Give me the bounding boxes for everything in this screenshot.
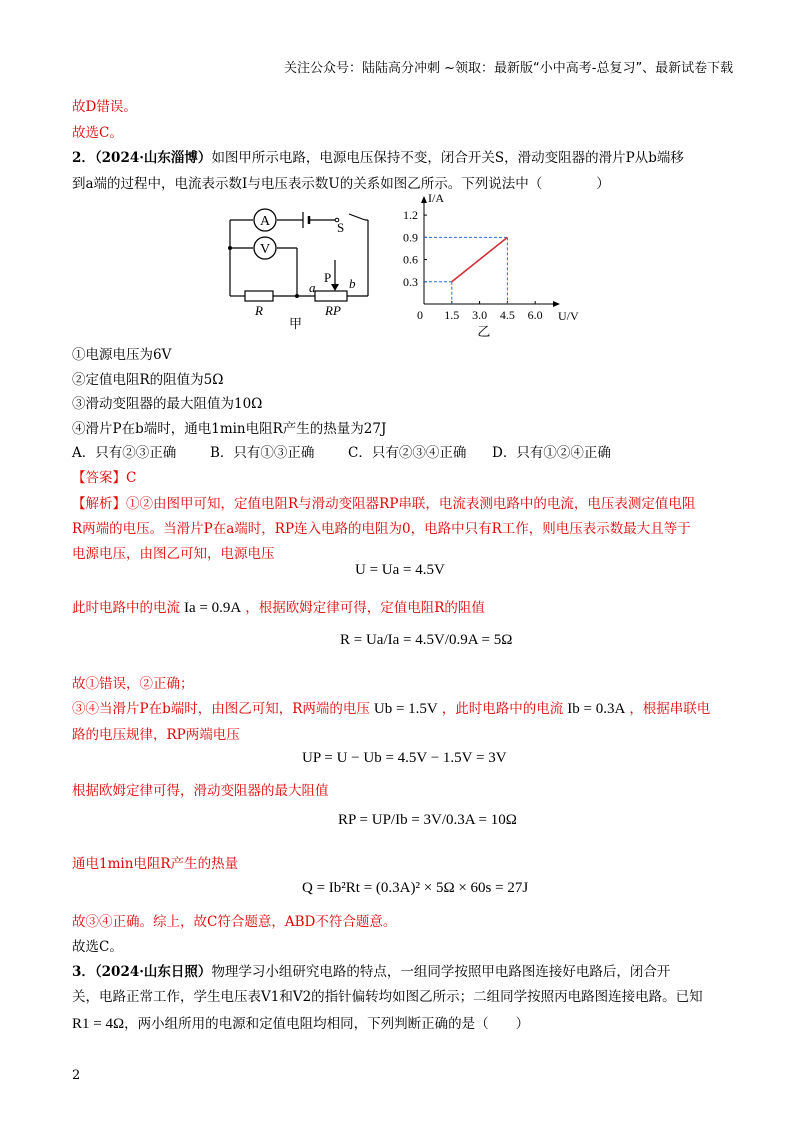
q2-line-1 (72, 146, 684, 166)
page-number: 2 (72, 1068, 81, 1083)
end-b-label: b (349, 276, 356, 291)
analysis-p7: 路的电压规律，RP两端电压 (72, 727, 240, 743)
analysis-p10: 故③④正确。综上，故C符合题意，ABD不符合题意。 (72, 914, 397, 930)
chart-caption: 乙 (477, 324, 491, 338)
resistor-label: R (255, 303, 263, 318)
y-axis-arrow (421, 196, 427, 203)
ammeter-label: A (259, 214, 271, 229)
end-a-label: a (309, 280, 316, 295)
analysis-p6-a: ③④当滑片P在b端时，由图乙可知，R两端的电压 (72, 701, 370, 717)
y-axis-label: I/A (428, 192, 444, 205)
q2-text-2: 到a端的过程中，电流表示数I与电压表示数U的关系如图乙所示。下列说法中（ ） (72, 176, 610, 192)
analysis-p4-b: ，根据欧姆定律可得，定值电阻R的阻值 (245, 600, 485, 616)
circuit-diagram (225, 200, 375, 330)
equation-4: RP = UP/Ib = 3V/0.3A = 10Ω (338, 812, 517, 828)
voltmeter-icon (254, 237, 276, 259)
analysis-p4-a: 此时电路中的电流 (72, 600, 180, 616)
analysis-p1: 【解析】①②由图甲可知，定值电阻R与滑动变阻器RP串联，电流表测电路中的电流，电压表测定值电阻 (72, 496, 696, 512)
q3-text-3-eq: R1 = 4Ω (72, 1016, 125, 1032)
prev-conclusion-1: 故D错误。 (72, 99, 137, 115)
analysis-p6-b: ，此时电路中的电流 (441, 701, 564, 717)
equation-5: Q = Ib²Rt = (0.3A)² × 5Ω × 60s = 27J (302, 880, 529, 896)
circuit-caption: 甲 (289, 316, 303, 330)
prev-conclusion-2: 故选C。 (72, 125, 123, 141)
x-tick-label: 6.0 (527, 308, 543, 322)
series-line (452, 237, 508, 281)
slider-label: P (324, 270, 332, 285)
q3-line-3 (72, 1012, 529, 1033)
x-tick-label: 3.0 (472, 308, 488, 322)
resistor-icon (245, 291, 273, 301)
origin-label: 0 (417, 308, 423, 322)
option-c: C．只有②③④正确 (348, 445, 467, 461)
page-header: 关注公众号：陆陆高分冲刺 ~领取：最新版“小中高考-总复习”、最新试卷下载 (284, 61, 734, 76)
q2-text-1: 如图甲所示电路，电源电压保持不变，闭合开关S，滑动变阻器的滑片P从b端移 (211, 150, 684, 166)
iu-chart (392, 192, 582, 338)
x-axis-arrow (553, 301, 560, 307)
x-tick-label: 4.5 (499, 308, 515, 322)
analysis-p5: 故①错误，②正确； (72, 676, 194, 692)
equation-2: R = Ua/Ia = 4.5V/0.9A = 5Ω (340, 632, 513, 648)
rheostat-label: RP (325, 303, 341, 318)
option-b: B．只有①③正确 (210, 445, 315, 461)
analysis-p2: R两端的电压。当滑片P在a端时，RP连入电路的电阻为0，电路中只有R工作，则电压表示数最大且等于 (72, 521, 691, 537)
statement-1: ①电源电压为6V (72, 347, 172, 363)
analysis-p6 (72, 697, 710, 718)
x-tick-label: 1.5 (444, 308, 460, 322)
analysis-p6-eq1: Ub = 1.5V (373, 701, 438, 717)
analysis-p3: 电源电压，由图乙可知，电源电压 (72, 546, 275, 562)
switch-label: S (337, 220, 345, 235)
y-tick-label: 0.9 (403, 230, 418, 245)
equation-3: UP = U − Ub = 4.5V − 1.5V = 3V (302, 750, 507, 766)
y-tick-label: 1.2 (403, 208, 418, 223)
option-a: A．只有②③正确 (72, 445, 177, 461)
y-tick-label: 0.6 (403, 252, 418, 267)
analysis-p6-eq2: Ib = 0.3A (567, 701, 626, 717)
x-axis-label: U/V (558, 309, 579, 323)
q3-text-3: ，两小组所用的电源和定值电阻均相同，下列判断正确的是（ ） (124, 1016, 530, 1032)
q3-text-2: 关，电路正常工作，学生电压表V1和V2的指针偏转均如图乙所示；二组同学按照丙电路图连接电路。已知 (72, 989, 703, 1005)
statement-2: ②定值电阻R的阻值为5Ω (72, 372, 224, 388)
option-d: D．只有①②④正确 (492, 445, 611, 461)
statement-4: ④滑片P在b端时，通电1min电阻R产生的热量为27J (72, 421, 387, 437)
equation-1: U = Ua = 4.5V (355, 562, 445, 578)
analysis-p11: 故选C。 (72, 939, 123, 955)
ammeter-icon (254, 209, 276, 231)
rheostat-icon (315, 291, 347, 301)
q2-number: 2． (72, 150, 95, 166)
analysis-p6-c: ，根据串联电 (629, 701, 711, 717)
q2-source: （2024·山东淄博） (94, 150, 212, 166)
q3-line-1 (72, 960, 670, 980)
y-tick-label: 0.3 (403, 274, 418, 289)
analysis-p4 (72, 596, 485, 617)
q3-text-1: 物理学习小组研究电路的特点，一组同学按照甲电路图连接好电路后，闭合开 (211, 964, 671, 980)
statement-3: ③滑动变阻器的最大阻值为10Ω (72, 396, 263, 412)
q3-source: （2024·山东日照） (94, 964, 212, 980)
q3-number: 3． (72, 964, 95, 980)
voltmeter-label: V (259, 242, 271, 257)
answer-label: 【答案】C (72, 470, 137, 486)
analysis-p8: 根据欧姆定律可得，滑动变阻器的最大阻值 (72, 783, 329, 799)
analysis-p4-eq: Ia = 0.9A (184, 600, 242, 616)
analysis-p9: 通电1min电阻R产生的热量 (72, 856, 239, 872)
